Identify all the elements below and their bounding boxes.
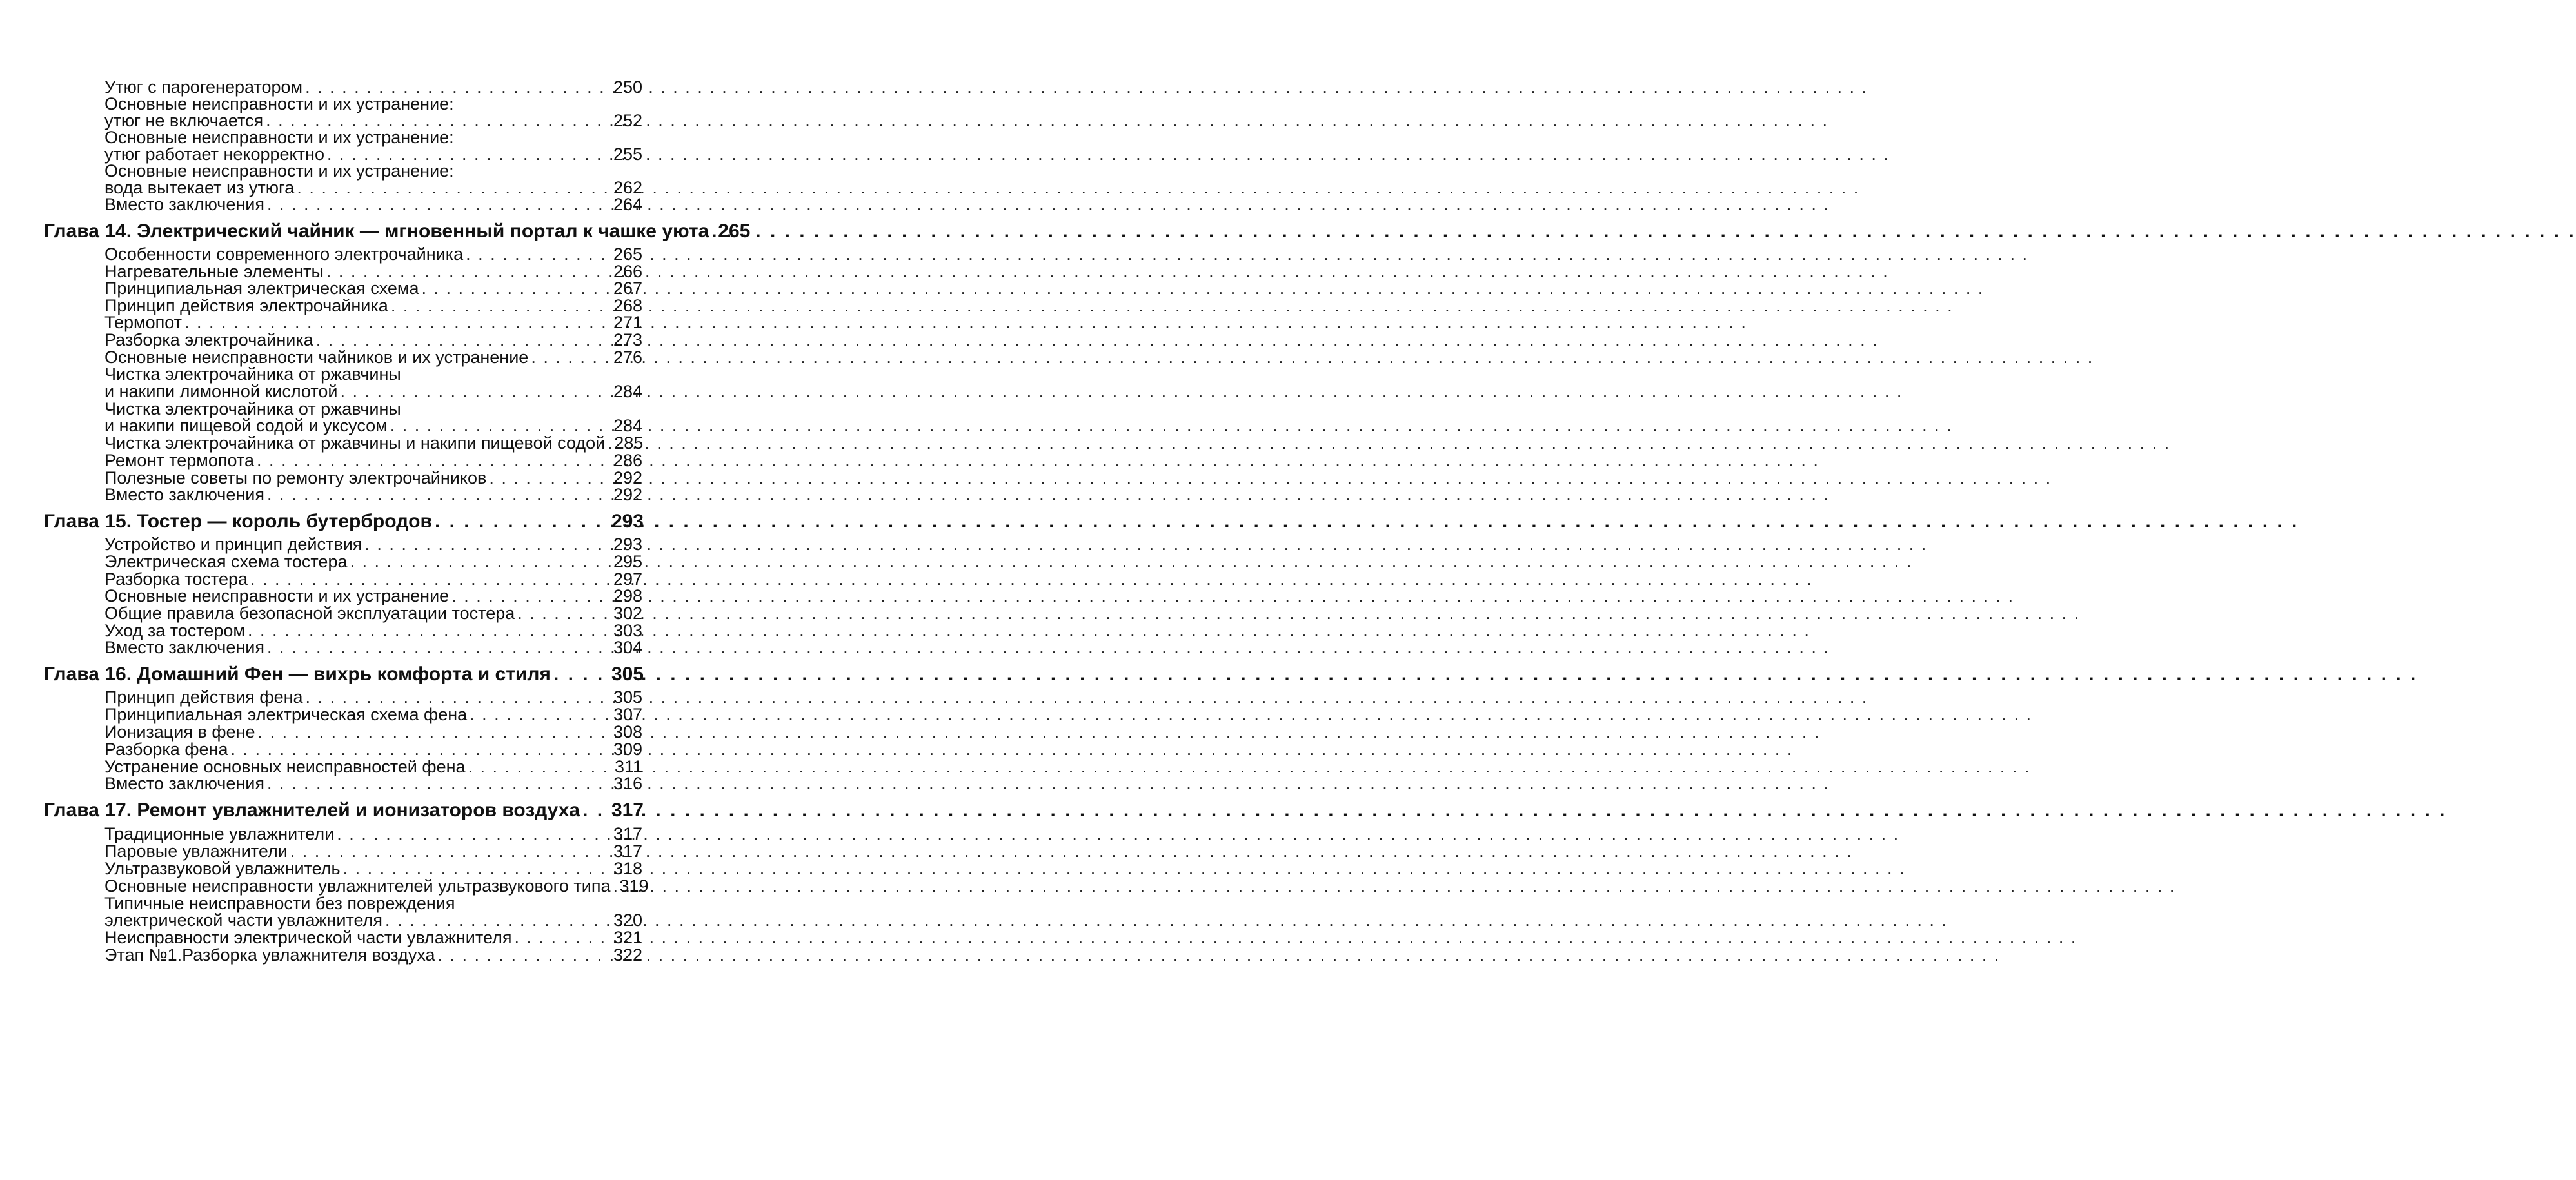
toc-entry	[104, 535, 642, 554]
entry-title: Общие правила безопасной эксплуатации тостера	[104, 604, 515, 623]
toc-entry	[104, 740, 642, 759]
entry-title: Принцип действия электрочайника	[104, 296, 388, 315]
page-number: 309	[613, 740, 642, 759]
page-number: 284	[613, 382, 642, 401]
page-number: 276	[613, 348, 642, 367]
page-number: 292	[613, 485, 642, 504]
entry-title: Электрическая схема тостера	[104, 552, 348, 571]
entry-title: Ультразвуковой увлажнитель	[104, 859, 341, 878]
toc-entry	[104, 552, 642, 571]
page-number: 292	[613, 468, 642, 487]
page-number: 311	[614, 757, 642, 776]
dot-leader	[385, 910, 611, 930]
dot-leader	[267, 638, 611, 657]
dot-leader	[340, 382, 610, 401]
page-number: 262	[613, 178, 642, 197]
dot-leader	[337, 824, 611, 843]
entry-title: Принципиальная электрическая схема фена	[104, 705, 468, 724]
chapter-heading	[44, 800, 644, 821]
toc-entry	[104, 824, 642, 843]
toc-entry	[104, 586, 642, 605]
page-number: 297	[613, 569, 642, 589]
toc-entry	[104, 416, 642, 435]
page-number: 284	[613, 416, 642, 435]
entry-title: и накипи пищевой содой и уксусом	[104, 416, 388, 435]
entry-title: Вместо заключения	[104, 195, 264, 214]
entry-title: Принцип действия фена	[104, 687, 303, 707]
page-number: 273	[613, 330, 642, 349]
entry-title: Основные неисправности и их устранение:	[104, 128, 454, 147]
entry-title: Основные неисправности и их устранение:	[104, 94, 454, 113]
toc-entry	[104, 279, 642, 298]
page-number: 265	[613, 244, 642, 264]
dot-leader	[257, 451, 611, 470]
page-number: 321	[613, 928, 642, 947]
entry-title: Неисправности электрической части увлажнителя	[104, 928, 512, 947]
entry-title: Основные неисправности и их устранение:	[104, 161, 454, 181]
toc-entry	[104, 945, 642, 965]
page-number: 320	[613, 910, 642, 930]
entry-title: Разборка фена	[104, 740, 228, 759]
entry-title: Чистка электрочайника от ржавчины	[104, 364, 401, 384]
toc-entry	[104, 195, 642, 214]
toc-entry	[104, 604, 642, 623]
toc-entry	[104, 313, 642, 332]
page-number: 308	[613, 722, 642, 742]
entry-title: Нагревательные элементы	[104, 262, 324, 281]
dot-leader	[466, 244, 611, 264]
page-number: 293	[611, 511, 644, 532]
entry-title: Уход за тостером	[104, 621, 245, 640]
page-number: 317	[613, 824, 642, 843]
entry-title: Чистка электрочайника от ржавчины	[104, 399, 401, 418]
toc-entry	[104, 451, 642, 470]
page-number: 305	[611, 664, 644, 685]
entry-title: Принципиальная электрическая схема	[104, 279, 419, 298]
dot-leader	[435, 511, 609, 533]
dot-leader	[553, 664, 609, 685]
dot-leader	[613, 876, 617, 896]
entry-title: Устройство и принцип действия	[104, 535, 362, 554]
page-number: 286	[613, 451, 642, 470]
dot-leader	[438, 945, 611, 965]
entry-title: Традиционные увлажнители	[104, 824, 335, 843]
entry-title: утюг работает некорректно	[104, 144, 324, 164]
chapter-title: Глава 15. Тостер — король бутербродов	[44, 511, 432, 532]
dot-leader	[350, 552, 610, 571]
toc-entry	[104, 910, 642, 930]
toc-entry	[104, 485, 642, 504]
entry-title: утюг не включается	[104, 111, 264, 130]
page-number: 265	[718, 221, 751, 242]
toc-entry	[104, 433, 642, 453]
toc-entry	[104, 841, 642, 861]
toc-entry	[104, 638, 642, 657]
dot-leader	[711, 221, 715, 242]
dot-leader	[230, 740, 610, 759]
page-number: 266	[613, 262, 642, 281]
toc-entry	[104, 330, 642, 349]
toc-entry	[104, 859, 642, 878]
entry-title: Паровые увлажнители	[104, 841, 288, 861]
dot-leader	[257, 722, 610, 742]
entry-title: Вместо заключения	[104, 638, 264, 657]
page-number: 303	[613, 621, 642, 640]
entry-title: Основные неисправности и их устранение	[104, 586, 450, 605]
dot-leader	[422, 279, 611, 298]
dot-leader	[267, 774, 611, 793]
page-number: 295	[613, 552, 642, 571]
entry-title: Вместо заключения	[104, 485, 264, 504]
entry-title: Этап №1.Разборка увлажнителя воздуха	[104, 945, 435, 965]
page-number: 268	[613, 296, 642, 315]
page-number: 271	[613, 313, 642, 332]
page-number: 307	[613, 705, 642, 724]
entry-title: Чистка электрочайника от ржавчины и накипи пищевой содой	[104, 433, 606, 453]
page-number: 298	[613, 586, 642, 605]
entry-title: Устранение основных неисправностей фена	[104, 757, 466, 776]
dot-leader	[364, 535, 611, 554]
entry-title: Основные неисправности чайников и их устранение	[104, 348, 529, 367]
page-number: 302	[613, 604, 642, 623]
chapter-title: Глава 14. Электрический чайник — мгновенный портал к чашке уюта	[44, 221, 709, 242]
entry-title: Ионизация в фене	[104, 722, 255, 742]
page-number: 252	[613, 111, 642, 130]
page-number: 267	[613, 279, 642, 298]
entry-title: Разборка тостера	[104, 569, 248, 589]
entry-title: Основные неисправности увлажнителей ультразвукового типа	[104, 876, 611, 896]
page-number: 255	[613, 144, 642, 164]
entry-title: Вместо заключения	[104, 774, 264, 793]
toc-entry	[104, 687, 642, 707]
page-number: 285	[614, 433, 644, 453]
dot-leader	[582, 800, 609, 821]
toc-entry	[104, 876, 649, 896]
dot-leader	[343, 859, 611, 878]
dot-leader	[184, 313, 611, 332]
entry-title: Типичные неисправности без повреждения	[104, 894, 455, 913]
dot-leader	[390, 416, 611, 435]
entry-title: и накипи лимонной кислотой	[104, 382, 338, 401]
dot-leader	[470, 705, 611, 724]
dot-leader	[451, 586, 611, 605]
toc-entry	[104, 382, 642, 401]
page-number: 316	[613, 774, 642, 793]
page-number: 304	[613, 638, 642, 657]
toc-entry	[104, 705, 642, 724]
entry-title: Ремонт термопота	[104, 451, 254, 470]
toc-entry	[104, 774, 642, 793]
page-number: 322	[613, 945, 642, 965]
toc-entry	[104, 722, 642, 742]
dot-leader	[267, 485, 611, 504]
chapter-heading	[44, 221, 751, 242]
dot-leader	[290, 841, 611, 861]
page-number: 305	[613, 687, 642, 707]
toc-entry	[104, 928, 642, 947]
entry-title: Полезные советы по ремонту электрочайников	[104, 468, 487, 487]
chapter-heading	[44, 511, 644, 533]
dot-leader	[517, 604, 611, 623]
toc-entry	[104, 244, 642, 264]
chapter-heading	[44, 664, 644, 685]
entry-title: Утюг с парогенератором	[104, 77, 303, 97]
toc-entry	[104, 364, 642, 384]
page-number: 317	[613, 841, 642, 861]
chapter-title: Глава 17. Ремонт увлажнителей и ионизаторов воздуха	[44, 800, 580, 821]
dot-leader	[316, 330, 611, 349]
dot-leader	[267, 195, 611, 214]
chapter-title: Глава 16. Домашний Фен — вихрь комфорта и стиля	[44, 664, 551, 685]
entry-title: Разборка электрочайника	[104, 330, 313, 349]
dot-leader	[306, 687, 611, 707]
entry-title: электрической части увлажнителя	[104, 910, 382, 930]
page-number: 250	[613, 77, 642, 97]
page-number: 319	[619, 876, 649, 896]
book-page	[0, 0, 806, 1180]
page-number: 317	[611, 800, 644, 821]
dot-leader	[514, 928, 610, 947]
entry-title: вода вытекает из утюга	[104, 178, 295, 197]
entry-title: Термопот	[104, 313, 182, 332]
entry-title: Особенности современного электрочайника	[104, 244, 464, 264]
page-number: 264	[613, 195, 642, 214]
page-number: 293	[613, 535, 642, 554]
dot-leader	[608, 433, 611, 453]
page-number: 318	[613, 859, 642, 878]
